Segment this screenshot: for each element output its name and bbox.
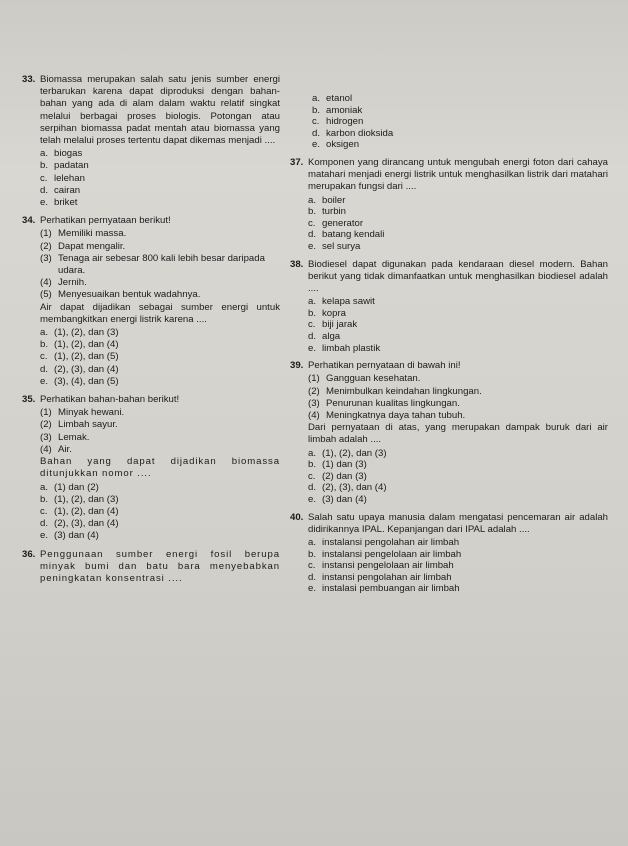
- option-item[interactable]: [40, 339, 280, 351]
- option-item[interactable]: [308, 218, 608, 230]
- option-item[interactable]: [312, 128, 608, 140]
- option-key: d.: [40, 518, 49, 530]
- option-key: e.: [40, 530, 49, 542]
- statement-text: Menyesuaikan bentuk wadahnya.: [58, 289, 201, 301]
- option-item[interactable]: [308, 494, 608, 506]
- option-item[interactable]: [308, 331, 608, 343]
- statement-item: [40, 432, 280, 444]
- option-list: [308, 296, 608, 354]
- statement-text: Memiliki massa.: [58, 228, 127, 240]
- option-key: c.: [312, 116, 320, 128]
- option-key: a.: [308, 296, 317, 308]
- option-item[interactable]: [40, 173, 280, 185]
- statement-text: Air.: [58, 443, 72, 455]
- option-key: b.: [308, 459, 317, 471]
- statement-item: [40, 444, 280, 456]
- option-key: b.: [308, 206, 317, 218]
- option-text: padatan: [54, 160, 89, 172]
- option-key: e.: [308, 583, 317, 595]
- option-text: (3) dan (4): [322, 493, 367, 505]
- statement-key: (3): [40, 431, 52, 443]
- option-key: e.: [308, 240, 317, 252]
- option-text: etanol: [326, 93, 353, 104]
- statement-key: (4): [40, 277, 52, 289]
- option-text: (1) dan (2): [54, 481, 99, 493]
- option-text: (1), (2), dan (3): [54, 493, 119, 505]
- option-key: a.: [40, 327, 49, 339]
- option-text: (2) dan (3): [322, 470, 367, 482]
- option-key: d.: [40, 363, 49, 375]
- option-key: b.: [40, 493, 49, 505]
- option-key: d.: [40, 184, 49, 196]
- question-number: 36.: [22, 548, 36, 560]
- option-text: (3), (4), dan (5): [54, 375, 119, 387]
- option-list: [308, 448, 608, 506]
- statement-key: (3): [308, 397, 320, 409]
- statement-key: (4): [40, 443, 52, 455]
- right-column: [290, 92, 608, 601]
- option-key: c.: [308, 319, 316, 331]
- statement-text: Penurunan kualitas lingkungan.: [326, 397, 460, 409]
- left-column: [22, 74, 280, 591]
- option-item[interactable]: [308, 319, 608, 331]
- question-33: [22, 74, 280, 209]
- question-text: Perhatikan pernyataan berikut!: [40, 215, 171, 227]
- statement-text: Meningkatnya daya tahan tubuh.: [326, 409, 466, 421]
- question-number: 35.: [22, 394, 36, 406]
- option-item[interactable]: [308, 537, 608, 549]
- option-key: c.: [308, 470, 316, 482]
- option-item[interactable]: [312, 139, 608, 151]
- option-item[interactable]: [40, 160, 280, 172]
- question-text: Komponen yang dirancang untuk mengubah energi foton dari cahaya matahari menjadi energi listrik untuk menghasilkan listrik dari matahari merupakan fungsi dari ....: [308, 156, 608, 193]
- statement-key: (1): [40, 407, 52, 419]
- question-34: [22, 215, 280, 388]
- option-text: turbin: [322, 206, 346, 218]
- question-40: [290, 512, 608, 595]
- statement-key: (1): [40, 228, 52, 240]
- statement-key: (4): [308, 409, 320, 421]
- statement-key: (5): [40, 289, 52, 301]
- option-text: instalansi pengelolaan air limbah: [322, 548, 462, 560]
- option-text: (2), (3), dan (4): [322, 482, 387, 494]
- option-list: [308, 537, 608, 595]
- question-stem: Dari pernyataan di atas, yang merupakan dampak buruk dari air limbah adalah ....: [308, 422, 608, 446]
- statement-item: [40, 253, 280, 277]
- option-text: boiler: [322, 194, 346, 206]
- option-key: d.: [308, 571, 317, 583]
- option-item[interactable]: [40, 197, 280, 209]
- option-text: (1), (2), dan (4): [54, 339, 119, 351]
- question-text: Penggunaan sumber energi fosil berupa minyak bumi dan batu bara menyebabkan peningkatan konsentrasi ....: [40, 548, 280, 584]
- statement-item: [308, 386, 608, 398]
- option-list: [312, 93, 608, 151]
- option-item[interactable]: [308, 229, 608, 241]
- statement-text: Jernih.: [58, 277, 87, 289]
- question-35: [22, 394, 280, 542]
- statement-item: [40, 277, 280, 289]
- statement-item: [40, 228, 280, 240]
- option-key: d.: [308, 482, 317, 494]
- option-key: e.: [40, 375, 49, 387]
- option-key: d.: [308, 229, 317, 241]
- question-text: Perhatikan pernyataan di bawah ini!: [308, 360, 461, 372]
- statement-list: [40, 228, 280, 301]
- option-item[interactable]: [40, 482, 280, 494]
- option-item[interactable]: [40, 494, 280, 506]
- option-text: biji jarak: [322, 319, 358, 331]
- option-key: d.: [308, 330, 317, 342]
- option-text: instansi pengolahan air limbah: [322, 571, 452, 583]
- option-key: a.: [308, 536, 317, 548]
- option-item[interactable]: [312, 116, 608, 128]
- option-key: a.: [312, 93, 321, 104]
- option-item[interactable]: [40, 327, 280, 339]
- option-key: b.: [308, 548, 317, 560]
- question-36-options: [290, 93, 608, 151]
- option-text: instansi pengelolaan air limbah: [322, 560, 454, 572]
- option-item[interactable]: [40, 185, 280, 197]
- option-text: (1), (2), dan (5): [54, 351, 119, 363]
- question-text: Biodiesel dapat digunakan pada kendaraan diesel modern. Bahan berikut yang tidak dimanfaatkan untuk menghasilkan biodiesel adalah ....: [308, 258, 608, 294]
- option-item[interactable]: [40, 376, 280, 388]
- question-38: [290, 259, 608, 355]
- option-text: (3) dan (4): [54, 530, 99, 542]
- option-item[interactable]: [40, 506, 280, 518]
- option-text: limbah plastik: [322, 342, 381, 354]
- option-item[interactable]: [308, 343, 608, 355]
- option-item[interactable]: [308, 206, 608, 218]
- statement-item: [308, 410, 608, 422]
- option-key: c.: [40, 172, 48, 184]
- question-number: 34.: [22, 215, 36, 227]
- option-item[interactable]: [308, 471, 608, 483]
- question-number: 37.: [290, 156, 304, 168]
- option-key: c.: [308, 560, 316, 572]
- option-item[interactable]: [40, 530, 280, 542]
- option-key: c.: [40, 505, 48, 517]
- option-item[interactable]: [308, 583, 608, 595]
- option-key: d.: [312, 127, 321, 139]
- option-key: a.: [308, 447, 317, 459]
- statement-list: [40, 407, 280, 456]
- question-number: 39.: [290, 360, 304, 372]
- option-list: [40, 482, 280, 543]
- option-key: e.: [308, 342, 317, 354]
- option-text: instalasi pembuangan air limbah: [322, 583, 460, 595]
- statement-text: Tenaga air sebesar 800 kali lebih besar daripada udara.: [58, 252, 265, 277]
- statement-item: [40, 419, 280, 431]
- statement-text: Menimbulkan keindahan lingkungan.: [326, 385, 482, 397]
- option-key: c.: [40, 351, 48, 363]
- option-text: alga: [322, 330, 341, 342]
- option-key: a.: [308, 194, 317, 206]
- option-item[interactable]: [308, 459, 608, 471]
- option-key: b.: [308, 307, 317, 319]
- option-text: (1) dan (3): [322, 459, 367, 471]
- question-stem: Bahan yang dapat dijadikan biomassa ditunjukkan nomor ....: [40, 456, 280, 480]
- option-list: [308, 195, 608, 253]
- option-text: (1), (2), dan (4): [54, 505, 119, 517]
- statement-item: [308, 398, 608, 410]
- option-item[interactable]: [40, 148, 280, 160]
- option-key: c.: [308, 217, 316, 229]
- option-item[interactable]: [308, 296, 608, 308]
- question-text: Biomassa merupakan salah satu jenis sumber energi terbarukan karena dapat diproduksi dengan bahan-bahan yang ada di alam dalam waktu relatif singkat melalui berbagai proses biologis. Potongan atau serpihan biomassa padat mentah atau biomassa yang telah melalui proses tertentu dapat dikemas menjadi ....: [40, 74, 280, 147]
- option-item[interactable]: [40, 351, 280, 363]
- statement-key: (1): [308, 373, 320, 385]
- option-key: e.: [308, 493, 317, 505]
- statement-text: Limbah sayur.: [58, 419, 118, 431]
- option-key: a.: [40, 481, 49, 493]
- option-text: batang kendali: [322, 229, 385, 241]
- option-text: kelapa sawit: [322, 296, 375, 308]
- option-text: briket: [54, 197, 78, 209]
- question-number: 40.: [290, 511, 304, 523]
- option-item[interactable]: [308, 448, 608, 460]
- option-item[interactable]: [308, 241, 608, 253]
- option-text: hidrogen: [326, 116, 364, 128]
- option-key: b.: [40, 339, 49, 351]
- option-item[interactable]: [40, 364, 280, 376]
- option-key: e.: [40, 197, 49, 209]
- option-key: a.: [40, 148, 49, 160]
- option-text: biogas: [54, 148, 83, 160]
- question-number: 38.: [290, 258, 304, 270]
- statement-list: [308, 373, 608, 422]
- option-text: instalansi pengolahan air limbah: [322, 536, 460, 548]
- option-key: e.: [312, 139, 321, 151]
- option-item[interactable]: [308, 560, 608, 572]
- option-text: generator: [322, 217, 364, 229]
- option-text: oksigen: [326, 139, 360, 151]
- question-text: Perhatikan bahan-bahan berikut!: [40, 394, 180, 406]
- option-text: (1), (2), dan (3): [54, 327, 119, 339]
- option-text: (2), (3), dan (4): [54, 363, 119, 375]
- option-key: b.: [312, 104, 321, 116]
- option-item[interactable]: [308, 308, 608, 320]
- option-item[interactable]: [308, 572, 608, 584]
- option-text: karbon dioksida: [326, 127, 394, 139]
- statement-key: (2): [308, 385, 320, 397]
- question-39: [290, 360, 608, 505]
- statement-text: Lemak.: [58, 431, 90, 443]
- statement-text: Minyak hewani.: [58, 407, 125, 419]
- option-item[interactable]: [308, 195, 608, 207]
- option-list: [40, 327, 280, 388]
- statement-item: [40, 407, 280, 419]
- question-37: [290, 157, 608, 253]
- option-text: sel surya: [322, 240, 361, 252]
- question-number: 33.: [22, 74, 36, 85]
- statement-text: Dapat mengalir.: [58, 240, 126, 252]
- option-item[interactable]: [312, 93, 608, 105]
- option-text: (1), (2), dan (3): [322, 447, 387, 459]
- option-list: [40, 148, 280, 209]
- statement-item: [40, 289, 280, 301]
- statement-key: (2): [40, 240, 52, 252]
- option-text: lelehan: [54, 172, 85, 184]
- option-item[interactable]: [40, 518, 280, 530]
- question-text: Salah satu upaya manusia dalam mengatasi pencemaran air adalah didirikannya IPAL. Kepanjangan dari IPAL adalah ....: [308, 511, 608, 535]
- question-36: [22, 549, 280, 586]
- option-item[interactable]: [312, 105, 608, 117]
- option-text: cairan: [54, 184, 81, 196]
- option-text: (2), (3), dan (4): [54, 518, 119, 530]
- option-item[interactable]: [308, 482, 608, 494]
- option-key: b.: [40, 160, 49, 172]
- option-text: amoniak: [326, 104, 363, 116]
- option-text: kopra: [322, 307, 346, 319]
- statement-text: Gangguan kesehatan.: [326, 373, 421, 385]
- statement-key: (2): [40, 419, 52, 431]
- statement-item: [40, 241, 280, 253]
- statement-item: [308, 373, 608, 385]
- question-stem: Air dapat dijadikan sebagai sumber energi untuk membangkitkan energi listrik karena ....: [40, 301, 280, 325]
- statement-key: (3): [40, 252, 52, 264]
- option-item[interactable]: [308, 549, 608, 561]
